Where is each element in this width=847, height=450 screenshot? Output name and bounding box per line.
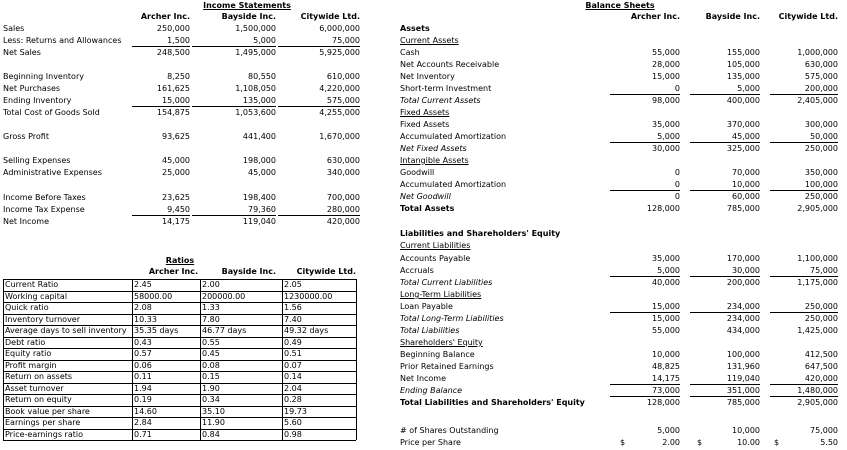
income-cell[interactable]: 630,000: [326, 156, 360, 165]
balance-row-label[interactable]: Net Inventory: [400, 72, 455, 81]
income-cell[interactable]: 154,875: [156, 108, 190, 117]
balance-row-label[interactable]: Net Fixed Assets: [400, 144, 467, 153]
income-cell[interactable]: 1,108,050: [235, 84, 276, 93]
income-row-label[interactable]: Gross Profit: [3, 132, 49, 141]
balance-row-label[interactable]: Prior Retained Earnings: [400, 362, 494, 371]
ratio-gridline: [3, 279, 356, 280]
balance-cell[interactable]: 250,000: [804, 192, 838, 201]
balance-row-label[interactable]: Goodwill: [400, 168, 435, 177]
ratio-label[interactable]: Earnings per share: [5, 418, 81, 427]
ratio-gridline: [3, 406, 356, 407]
ratio-cell[interactable]: 0.28: [284, 395, 302, 404]
income-row-label[interactable]: Total Cost of Goods Sold: [3, 108, 100, 117]
balance-cell[interactable]: 35,000: [652, 120, 680, 129]
balance-cell[interactable]: 0: [610, 84, 680, 95]
ratio-gridline: [3, 325, 356, 326]
ratio-cell[interactable]: 0.34: [202, 395, 220, 404]
ratio-cell[interactable]: 14.60: [134, 407, 157, 416]
balance-cell[interactable]: 48,825: [652, 362, 680, 371]
ratio-gridline: [3, 429, 356, 430]
ratio-label[interactable]: Current Ratio: [5, 280, 59, 289]
balance-cell[interactable]: 14,175: [610, 374, 680, 385]
balance-cell[interactable]: 0: [674, 192, 680, 201]
ratio-cell[interactable]: 7.80: [202, 315, 220, 324]
ratio-label[interactable]: Book value per share: [5, 407, 90, 416]
ratio-label[interactable]: Quick ratio: [5, 303, 49, 312]
balance-cell[interactable]: 0: [610, 180, 680, 191]
balance-cell[interactable]: 10,000: [690, 180, 760, 191]
income-cell[interactable]: 45,000: [248, 168, 276, 177]
ratio-cell[interactable]: 0.08: [202, 361, 220, 370]
income-cell[interactable]: 250,000: [156, 24, 190, 33]
balance-cell[interactable]: 30,000: [690, 266, 760, 277]
balance-cell[interactable]: 250,000: [770, 302, 838, 313]
balance-cell[interactable]: 5,000: [657, 426, 680, 435]
balance-row-label[interactable]: Liabilities and Shareholders' Equity: [400, 229, 561, 238]
ratio-cell[interactable]: 0.71: [134, 430, 152, 439]
balance-cell[interactable]: 15,000: [610, 302, 680, 313]
balance-header-citywide[interactable]: Citywide Ltd.: [778, 12, 838, 21]
income-cell[interactable]: 93,625: [162, 132, 190, 141]
income-cell[interactable]: 8,250: [167, 72, 190, 81]
ratio-label[interactable]: Average days to sell inventory: [5, 326, 127, 335]
balance-cell[interactable]: 10,000: [732, 426, 760, 435]
ratio-cell[interactable]: 0.43: [134, 338, 152, 347]
income-cell[interactable]: 700,000: [326, 193, 360, 202]
balance-cell[interactable]: 300,000: [804, 120, 838, 129]
balance-cell[interactable]: 420,000: [770, 374, 838, 385]
balance-cell[interactable]: 131,960: [726, 362, 760, 371]
balance-cell[interactable]: 575,000: [804, 72, 838, 81]
ratio-cell[interactable]: 35.10: [202, 407, 225, 416]
balance-cell[interactable]: 250,000: [804, 144, 838, 153]
balance-cell[interactable]: 630,000: [804, 60, 838, 69]
income-row-label[interactable]: Less: Returns and Allowances: [3, 36, 122, 45]
balance-cell[interactable]: 400,000: [726, 96, 760, 105]
balance-cell[interactable]: 70,000: [732, 168, 760, 177]
income-cell[interactable]: 15,000: [132, 96, 190, 107]
ratio-cell[interactable]: 0.55: [202, 338, 220, 347]
ratio-gridline: [3, 371, 356, 372]
ratio-gridline: [3, 383, 356, 384]
balance-cell[interactable]: 2,905,000: [797, 398, 838, 407]
ratio-cell[interactable]: 0.07: [284, 361, 302, 370]
income-cell[interactable]: 1,495,000: [235, 48, 276, 57]
ratio-gridline: [132, 279, 133, 440]
ratio-cell[interactable]: 2.05: [284, 280, 302, 289]
ratio-cell[interactable]: 0.98: [284, 430, 302, 439]
ratio-cell[interactable]: 0.49: [284, 338, 302, 347]
balance-cell[interactable]: 250,000: [804, 314, 838, 323]
ratio-gridline: [3, 417, 356, 418]
ratio-cell[interactable]: 0.57: [134, 349, 152, 358]
balance-cell[interactable]: 234,000: [690, 302, 760, 313]
ratio-cell[interactable]: 1.90: [202, 384, 220, 393]
ratio-gridline: [3, 279, 4, 440]
balance-cell[interactable]: 1,425,000: [797, 326, 838, 335]
balance-cell[interactable]: 119,040: [690, 374, 760, 385]
ratio-gridline: [356, 279, 357, 440]
ratio-label[interactable]: Equity ratio: [5, 349, 52, 358]
ratio-gridline: [3, 302, 356, 303]
balance-cell[interactable]: 30,000: [652, 144, 680, 153]
balance-row-label[interactable]: Cash: [400, 48, 420, 57]
income-cell[interactable]: 45,000: [162, 156, 190, 165]
ratio-label[interactable]: Debt ratio: [5, 338, 46, 347]
ratio-cell[interactable]: 1.94: [134, 384, 152, 393]
ratio-gridline: [3, 314, 356, 315]
income-cell[interactable]: 248,500: [156, 48, 190, 57]
ratio-cell[interactable]: 0.06: [134, 361, 152, 370]
income-cell[interactable]: 280,000: [278, 205, 360, 216]
income-cell[interactable]: 441,400: [242, 132, 276, 141]
balance-row-label[interactable]: Current Liabilities: [400, 241, 471, 250]
income-cell[interactable]: 80,550: [248, 72, 276, 81]
balance-cell[interactable]: 1,480,000: [770, 386, 838, 397]
ratio-cell[interactable]: 0.84: [202, 430, 220, 439]
balance-cell[interactable]: 325,000: [726, 144, 760, 153]
ratio-label[interactable]: Asset turnover: [5, 384, 64, 393]
ratio-label[interactable]: Profit margin: [5, 361, 57, 370]
balance-cell[interactable]: 55,000: [652, 326, 680, 335]
ratios-header-citywide[interactable]: Citywide Ltd.: [296, 267, 356, 276]
balance-cell[interactable]: 351,000: [690, 386, 760, 397]
balance-cell[interactable]: 15,000: [652, 72, 680, 81]
balance-cell[interactable]: 15,000: [652, 314, 680, 323]
balance-cell[interactable]: 1,000,000: [797, 48, 838, 57]
balance-row-label[interactable]: Assets: [400, 24, 430, 33]
income-row-label[interactable]: Sales: [3, 24, 25, 33]
income-cell[interactable]: 75,000: [278, 36, 360, 47]
income-row-label[interactable]: Income Before Taxes: [3, 193, 86, 202]
balance-row-label[interactable]: Net Goodwill: [400, 192, 451, 201]
balance-cell[interactable]: 75,000: [770, 266, 838, 277]
ratio-gridline: [3, 348, 356, 349]
balance-row-label[interactable]: Total Liabilities: [400, 326, 460, 335]
balance-cell[interactable]: 10,000: [652, 350, 680, 359]
balance-row-label[interactable]: Shareholders' Equity: [400, 338, 483, 347]
balance-cell[interactable]: 128,000: [646, 398, 680, 407]
balance-cell[interactable]: 28,000: [652, 60, 680, 69]
ratio-cell[interactable]: 1230000.00: [284, 292, 333, 301]
balance-cell[interactable]: 0: [674, 168, 680, 177]
balance-cell[interactable]: 128,000: [646, 204, 680, 213]
income-cell[interactable]: 1,053,600: [235, 108, 276, 117]
ratio-label[interactable]: Inventory turnover: [5, 315, 81, 324]
balance-row-label[interactable]: Loan Payable: [400, 302, 453, 311]
income-cell[interactable]: 5,000: [192, 36, 276, 47]
balance-header-archer[interactable]: Archer Inc.: [630, 12, 680, 21]
ratio-cell[interactable]: 49.32 days: [284, 326, 329, 335]
balance-row-label[interactable]: Intangible Assets: [400, 156, 469, 165]
balance-row-label[interactable]: Total Current Liabilities: [400, 278, 493, 287]
ratio-cell[interactable]: 11.90: [202, 418, 225, 427]
balance-cell[interactable]: 170,000: [726, 254, 760, 263]
ratio-cell[interactable]: 2.84: [134, 418, 152, 427]
ratio-cell[interactable]: 35.35 days: [134, 326, 179, 335]
ratio-label[interactable]: Working capital: [5, 292, 68, 301]
income-row-label[interactable]: Income Tax Expense: [3, 205, 85, 214]
ratio-gridline: [282, 279, 283, 440]
ratio-cell[interactable]: 1.33: [202, 303, 220, 312]
balance-cell[interactable]: 370,000: [726, 120, 760, 129]
income-cell[interactable]: 420,000: [326, 217, 360, 226]
balance-row-label[interactable]: Current Assets: [400, 36, 459, 45]
income-row-label[interactable]: Selling Expenses: [3, 156, 71, 165]
balance-cell[interactable]: 60,000: [732, 192, 760, 201]
ratios-header-archer[interactable]: Archer Inc.: [148, 267, 198, 276]
balance-cell[interactable]: 1,175,000: [797, 278, 838, 287]
balance-cell[interactable]: 50,000: [770, 132, 838, 143]
income-row-label[interactable]: Net Income: [3, 217, 50, 226]
ratio-cell[interactable]: 200000.00: [202, 292, 246, 301]
income-cell[interactable]: 340,000: [326, 168, 360, 177]
balance-cell[interactable]: 434,000: [726, 326, 760, 335]
balance-row-label[interactable]: Accruals: [400, 266, 434, 275]
balance-cell[interactable]: 75,000: [810, 426, 838, 435]
ratio-label[interactable]: Price-earnings ratio: [5, 430, 83, 439]
balance-cell[interactable]: 412,500: [804, 350, 838, 359]
ratio-gridline: [3, 337, 356, 338]
balance-cell[interactable]: 1,100,000: [797, 254, 838, 263]
balance-row-label[interactable]: Price per Share: [400, 438, 461, 447]
ratio-cell[interactable]: 0.11: [134, 372, 152, 381]
income-cell[interactable]: 23,625: [162, 193, 190, 202]
currency-symbol: $: [697, 438, 703, 447]
ratio-label[interactable]: Return on assets: [5, 372, 73, 381]
balance-row-label[interactable]: Accumulated Amortization: [400, 132, 507, 141]
ratio-label[interactable]: Return on equity: [5, 395, 72, 404]
balance-cell[interactable]: 73,000: [610, 386, 680, 397]
ratio-cell[interactable]: 5.60: [284, 418, 302, 427]
income-row-label[interactable]: Net Sales: [3, 48, 41, 57]
balance-cell[interactable]: 785,000: [726, 204, 760, 213]
balance-cell[interactable]: 135,000: [726, 72, 760, 81]
balance-row-label[interactable]: Short-term Investment: [400, 84, 492, 93]
income-row-label[interactable]: Net Purchases: [3, 84, 61, 93]
balance-row-label[interactable]: # of Shares Outstanding: [400, 426, 499, 435]
income-cell[interactable]: 1,500: [132, 36, 190, 47]
balance-cell[interactable]: 105,000: [726, 60, 760, 69]
income-row-label[interactable]: Administrative Expenses: [3, 168, 102, 177]
balance-row-label[interactable]: Total Current Assets: [400, 96, 481, 105]
ratio-cell[interactable]: 7.40: [284, 315, 302, 324]
balance-cell[interactable]: 55,000: [652, 48, 680, 57]
balance-row-label[interactable]: Net Accounts Receivable: [400, 60, 500, 69]
ratio-gridline: [200, 279, 201, 440]
income-cell[interactable]: 1,500,000: [235, 24, 276, 33]
income-cell[interactable]: 198,400: [242, 193, 276, 202]
ratio-cell[interactable]: 19.73: [284, 407, 307, 416]
income-row-label[interactable]: Beginning Inventory: [3, 72, 84, 81]
ratio-gridline: [3, 394, 356, 395]
currency-symbol: $: [620, 438, 626, 447]
income-cell[interactable]: 4,220,000: [319, 84, 360, 93]
balance-cell[interactable]: 10.00: [737, 438, 760, 447]
income-cell[interactable]: 4,255,000: [319, 108, 360, 117]
ratio-cell[interactable]: 2.08: [134, 303, 152, 312]
balance-cell[interactable]: 45,000: [690, 132, 760, 143]
income-cell[interactable]: 1,670,000: [319, 132, 360, 141]
balance-row-label[interactable]: Total Assets: [400, 204, 455, 213]
income-header-archer[interactable]: Archer Inc.: [140, 12, 190, 21]
balance-cell[interactable]: 200,000: [770, 84, 838, 95]
balance-cell[interactable]: 234,000: [726, 314, 760, 323]
balance-cell[interactable]: 2.00: [662, 438, 680, 447]
income-title[interactable]: Income Statements: [203, 1, 291, 10]
balance-row-label[interactable]: Long-Term Liabilities: [400, 290, 482, 299]
balance-cell[interactable]: 40,000: [652, 278, 680, 287]
income-header-bayside[interactable]: Bayside Inc.: [221, 12, 276, 21]
income-cell[interactable]: 79,360: [192, 205, 276, 216]
ratio-gridline: [3, 360, 356, 361]
balance-cell[interactable]: 2,905,000: [797, 204, 838, 213]
ratio-gridline: [3, 291, 356, 292]
ratio-cell[interactable]: 46.77 days: [202, 326, 247, 335]
balance-row-label[interactable]: Total Long-Term Liabilities: [400, 314, 504, 323]
balance-title[interactable]: Balance Sheets: [585, 1, 655, 10]
ratio-cell[interactable]: 1.56: [284, 303, 302, 312]
balance-row-label[interactable]: Fixed Assets: [400, 120, 450, 129]
ratios-title[interactable]: Ratios: [165, 256, 195, 265]
balance-row-label[interactable]: Ending Balance: [400, 386, 463, 395]
balance-cell[interactable]: 35,000: [652, 254, 680, 263]
income-header-citywide[interactable]: Citywide Ltd.: [300, 12, 360, 21]
currency-symbol: $: [774, 438, 780, 447]
balance-cell[interactable]: 2,405,000: [797, 96, 838, 105]
balance-cell[interactable]: 5,000: [690, 84, 760, 95]
balance-cell[interactable]: 785,000: [726, 398, 760, 407]
income-cell[interactable]: 135,000: [192, 96, 276, 107]
balance-header-bayside[interactable]: Bayside Inc.: [705, 12, 760, 21]
balance-row-label[interactable]: Accounts Payable: [400, 254, 471, 263]
income-cell[interactable]: 161,625: [156, 84, 190, 93]
ratio-cell[interactable]: 0.14: [284, 372, 302, 381]
balance-cell[interactable]: 5,000: [610, 132, 680, 143]
balance-row-label[interactable]: Beginning Balance: [400, 350, 475, 359]
income-cell[interactable]: 198,000: [242, 156, 276, 165]
income-cell[interactable]: 610,000: [326, 72, 360, 81]
income-cell[interactable]: 14,175: [162, 217, 190, 226]
balance-row-label[interactable]: Fixed Assets: [400, 108, 450, 117]
income-row-label[interactable]: Ending Inventory: [3, 96, 72, 105]
ratio-cell[interactable]: 0.51: [284, 349, 302, 358]
balance-cell[interactable]: 98,000: [652, 96, 680, 105]
ratio-cell[interactable]: 10.33: [134, 315, 157, 324]
income-cell[interactable]: 575,000: [278, 96, 360, 107]
income-cell[interactable]: 25,000: [162, 168, 190, 177]
balance-cell[interactable]: 5.50: [820, 438, 838, 447]
balance-cell[interactable]: 350,000: [804, 168, 838, 177]
balance-cell[interactable]: 5,000: [610, 266, 680, 277]
ratios-header-bayside[interactable]: Bayside Inc.: [221, 267, 276, 276]
balance-row-label[interactable]: Net Income: [400, 374, 447, 383]
balance-row-label[interactable]: Total Liabilities and Shareholders' Equity: [400, 398, 585, 407]
ratio-cell[interactable]: 2.00: [202, 280, 220, 289]
income-cell[interactable]: 5,925,000: [319, 48, 360, 57]
balance-cell[interactable]: 100,000: [770, 180, 838, 191]
ratio-cell[interactable]: 0.15: [202, 372, 220, 381]
ratio-cell[interactable]: 0.45: [202, 349, 220, 358]
income-cell[interactable]: 6,000,000: [319, 24, 360, 33]
balance-cell[interactable]: 200,000: [726, 278, 760, 287]
balance-cell[interactable]: 100,000: [726, 350, 760, 359]
balance-row-label[interactable]: Accumulated Amortization: [400, 180, 507, 189]
ratio-cell[interactable]: 0.19: [134, 395, 152, 404]
balance-cell[interactable]: 647,500: [804, 362, 838, 371]
ratio-cell[interactable]: 58000.00: [134, 292, 173, 301]
ratio-cell[interactable]: 2.04: [284, 384, 302, 393]
ratio-gridline: [3, 440, 356, 441]
income-cell[interactable]: 119,040: [242, 217, 276, 226]
ratio-cell[interactable]: 2.45: [134, 280, 152, 289]
balance-cell[interactable]: 155,000: [726, 48, 760, 57]
income-cell[interactable]: 9,450: [132, 205, 190, 216]
